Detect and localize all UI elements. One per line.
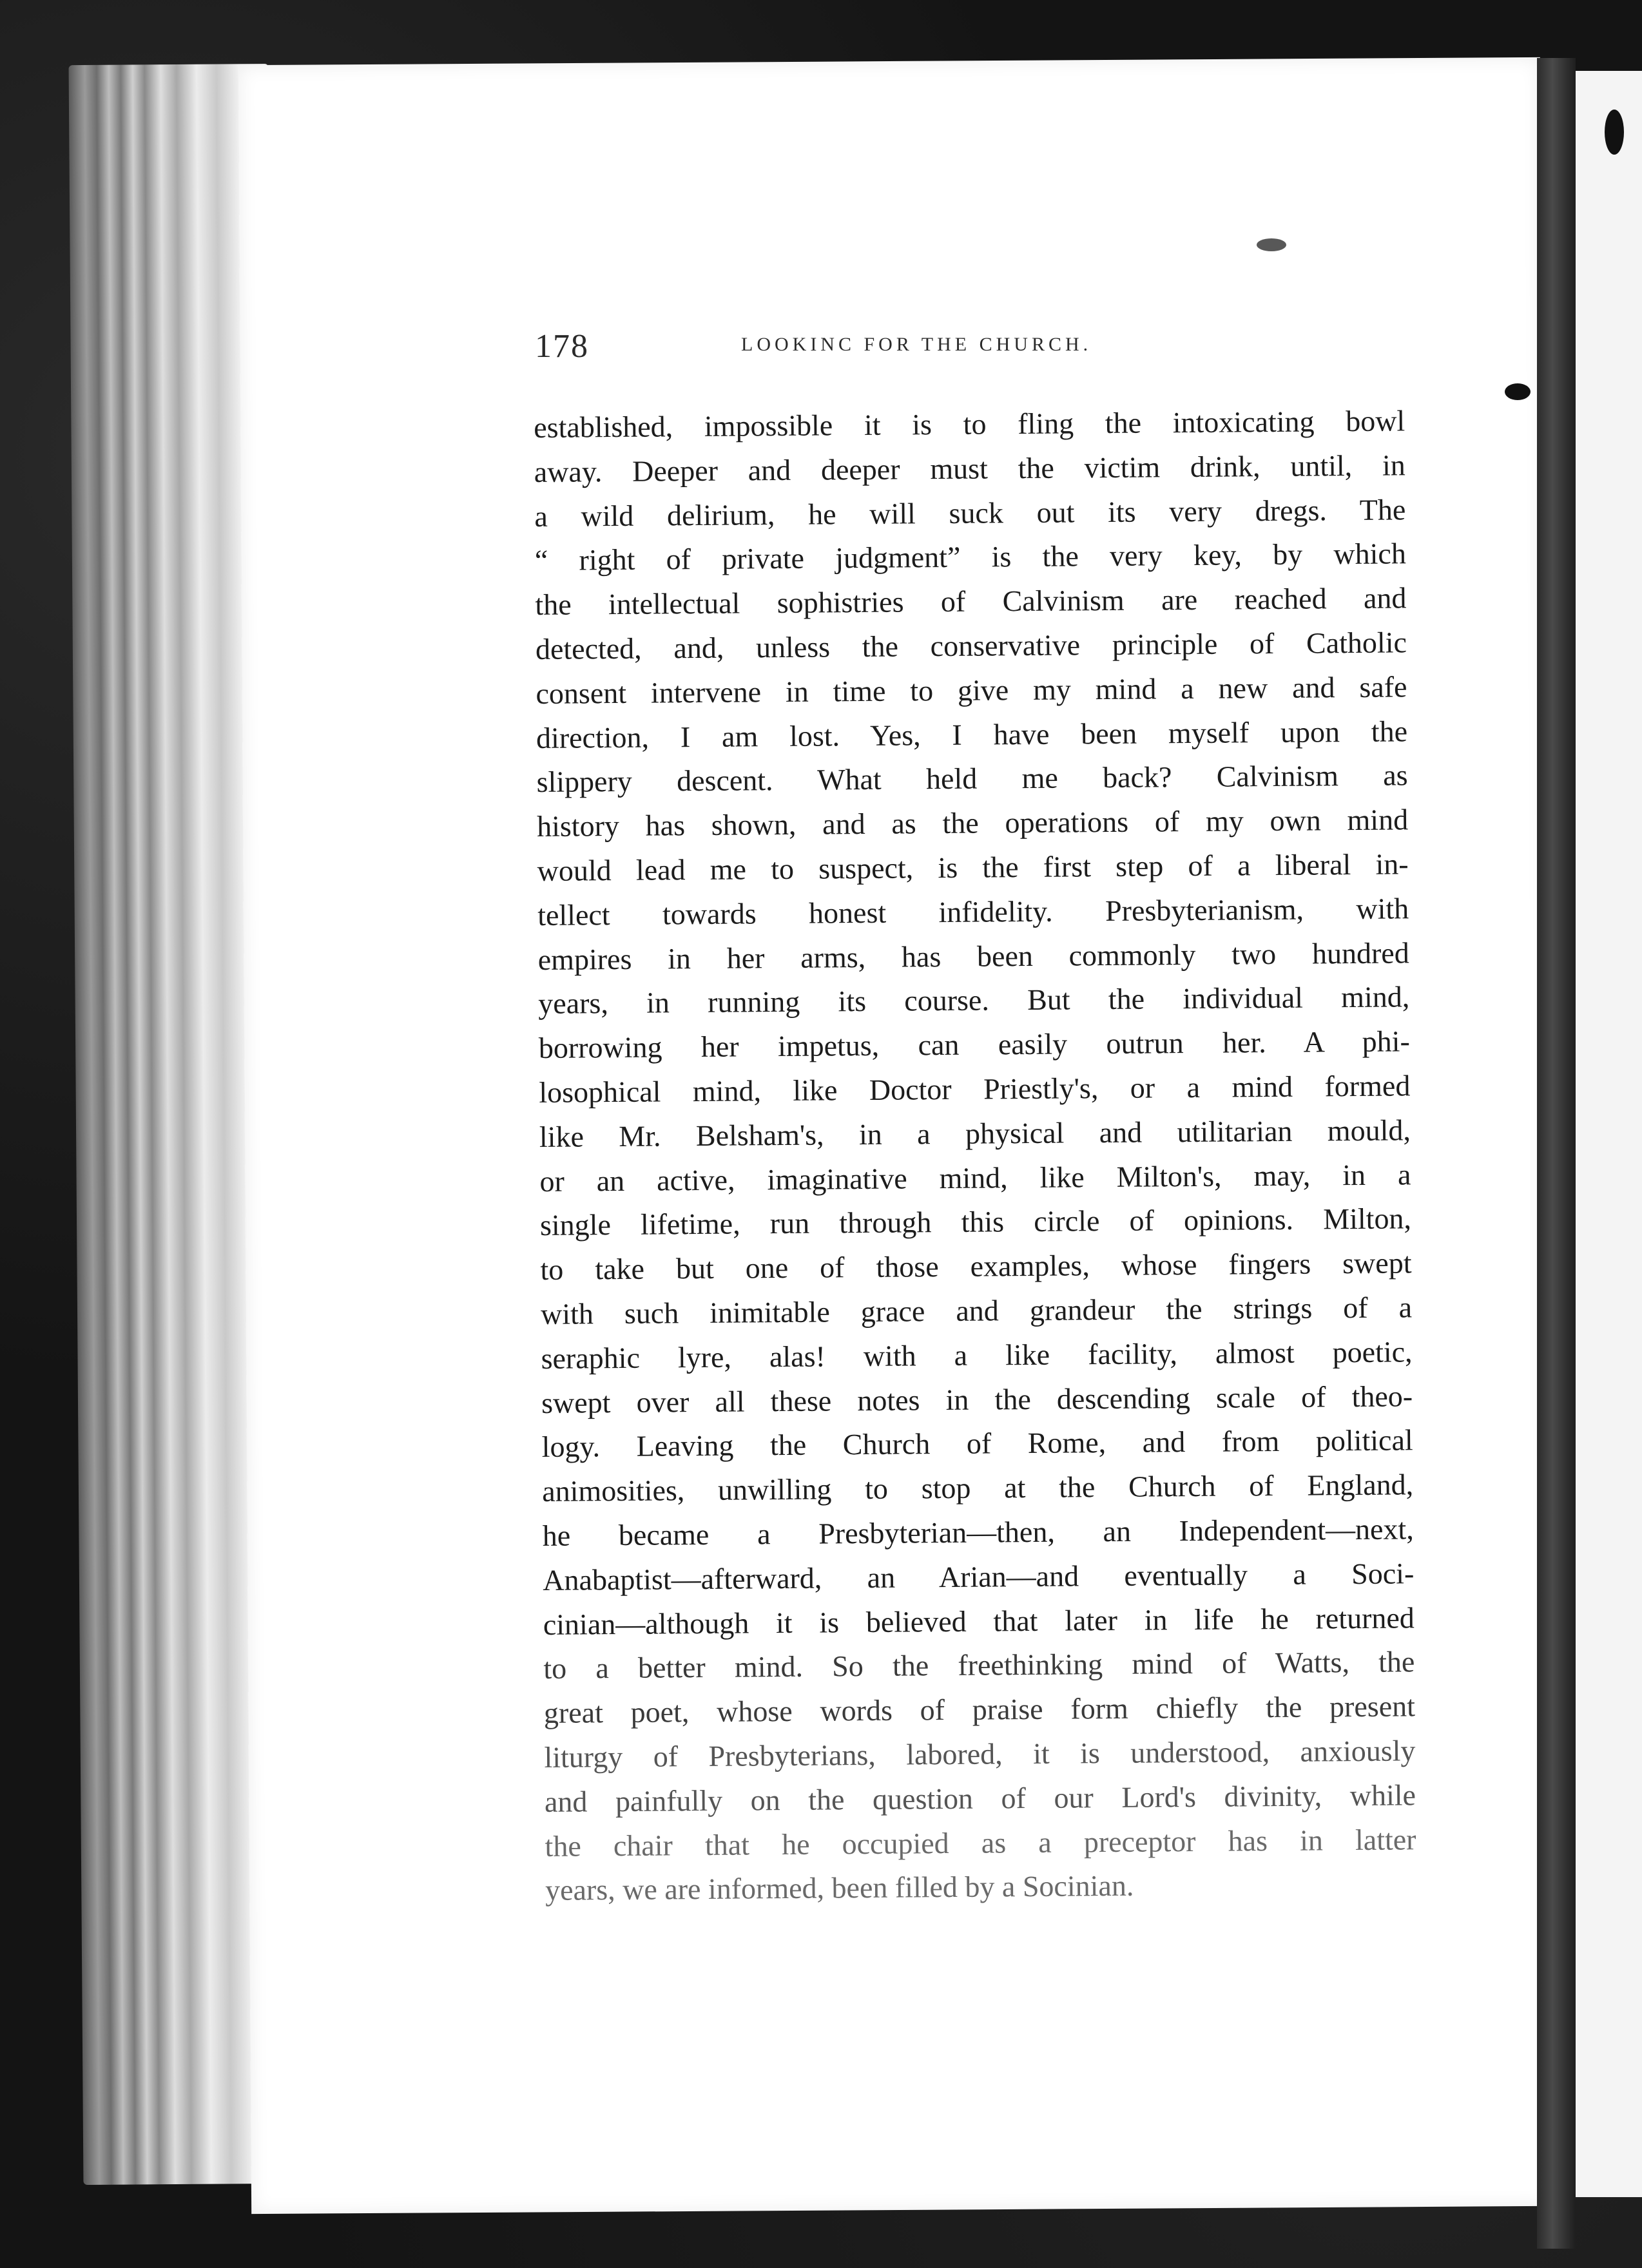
text-line: he became a Presbyterian—then, an Independent—next, <box>542 1512 1414 1552</box>
text-line: would lead me to suspect, is the first step of a liberal in- <box>537 847 1409 887</box>
page-number: 178 <box>535 328 589 365</box>
body-text <box>534 399 1416 1913</box>
text-line: swept over all these notes in the descending scale of theo- <box>541 1379 1413 1419</box>
text-line: like Mr. Belsham's, in a physical and utilitarian mould, <box>539 1113 1411 1153</box>
book-spine <box>1537 58 1576 2249</box>
text-line: to a better mind. So the freethinking mind of Watts, the <box>543 1645 1415 1686</box>
text-line: animosities, unwilling to stop at the Church of England, <box>542 1468 1414 1508</box>
text-line: direction, I am lost. Yes, I have been myself upon the <box>536 714 1408 754</box>
text-line: consent intervene in time to give my mind a new and safe <box>536 670 1407 710</box>
text-line: history has shown, and as the operations of my own mind <box>536 803 1409 843</box>
text-line: single lifetime, run through this circle of opinions. Milton, <box>539 1202 1412 1242</box>
text-line: established, impossible it is to fling the intoxicating bowl <box>534 404 1405 444</box>
text-line: great poet, whose words of praise form chiefly the present <box>543 1689 1416 1730</box>
text-line: with such inimitable grace and grandeur the strings of a <box>540 1291 1413 1331</box>
text-line: years, in running its course. But the individual mind, <box>538 980 1410 1021</box>
ink-blot <box>1605 110 1624 155</box>
text-line: to take but one of those examples, whose fingers swept <box>540 1246 1412 1287</box>
text-line: slippery descent. What held me back? Calvinism as <box>536 758 1408 799</box>
text-line: seraphic lyre, alas! with a like facility, almost poetic, <box>541 1335 1413 1375</box>
text-line: losophical mind, like Doctor Priestly's, or a mind formed <box>539 1069 1411 1109</box>
text-line: or an active, imaginative mind, like Milton's, may, in a <box>539 1157 1411 1198</box>
text-line: the intellectual sophistries of Calvinism are reached and <box>535 581 1407 622</box>
text-line: and painfully on the question of our Lord's divinity, while <box>544 1778 1416 1818</box>
text-line: Anabaptist—afterward, an Arian—and eventually a Soci- <box>543 1557 1415 1597</box>
text-line: borrowing her impetus, can easily outrun her. A phi- <box>538 1024 1410 1065</box>
text-line: cinian—although it is believed that later in life he returned <box>543 1600 1415 1641</box>
text-line: away. Deeper and deeper must the victim drink, until, in <box>534 448 1405 488</box>
text-line: logy. Leaving the Church of Rome, and from political <box>541 1423 1413 1464</box>
facing-page-edge <box>1576 71 1642 2197</box>
text-line: liturgy of Presbyterians, labored, it is understood, anxiously <box>544 1734 1416 1774</box>
text-line: the chair that he occupied as a preceptor has in latter <box>545 1822 1416 1863</box>
running-head: LOOKINC FOR THE CHURCH. <box>741 334 1092 355</box>
text-line: a wild delirium, he will suck out its very dregs. The <box>534 492 1406 533</box>
text-line: detected, and, unless the conservative principle of Catholic <box>535 626 1407 666</box>
text-line: tellect towards honest infidelity. Presbyterianism, with <box>537 892 1409 932</box>
text-line: “ right of private judgment” is the very key, by which <box>534 537 1407 577</box>
ink-blot <box>1505 383 1531 400</box>
page-header <box>535 327 1282 372</box>
ink-blot <box>1257 238 1286 251</box>
text-line: empires in her arms, has been commonly two hundred <box>537 936 1409 976</box>
text-line: years, we are informed, been filled by a Socinian. <box>545 1869 1134 1907</box>
